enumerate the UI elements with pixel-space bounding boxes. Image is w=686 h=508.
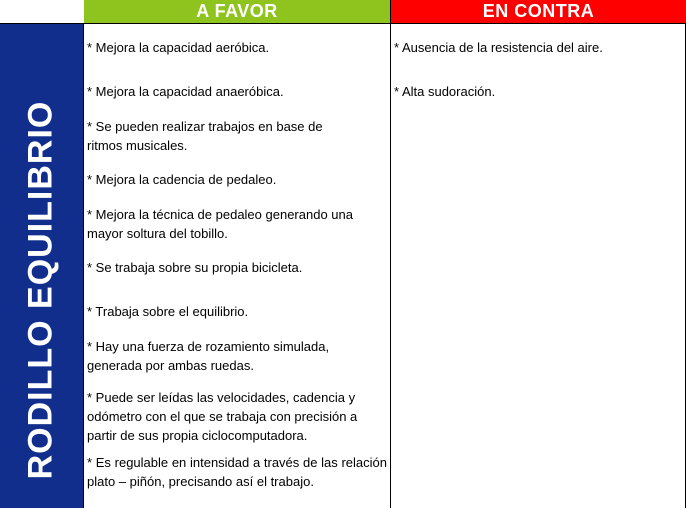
favor-item: * Puede ser leídas las velocidades, cadencia y odómetro con el que se trabaja con precisión a partir de sus propia ciclocomputadora. (87, 390, 358, 443)
favor-item: * Mejora la técnica de pedaleo generando una mayor soltura del tobillo. (87, 207, 353, 241)
favor-item: * Mejora la capacidad aeróbica. (87, 40, 270, 55)
contra-item: * Ausencia de la resistencia del aire. (394, 40, 603, 55)
header-blank-cell (0, 0, 84, 23)
favor-item: * Hay una fuerza de rozamiento simulada, generada por ambas ruedas. (87, 339, 330, 373)
favor-item: * Mejora la cadencia de pedaleo. (87, 172, 277, 187)
contra-item: * Alta sudoración. (394, 84, 496, 99)
favor-item: * Mejora la capacidad anaeróbica. (87, 84, 284, 99)
side-title: RODILLO EQUILIBRIO (21, 100, 60, 480)
favor-item: * Es regulable en intensidad a través de las relación plato – piñón, precisando así el trabajo. (87, 455, 387, 489)
favor-item: * Se trabaja sobre su propia bicicleta. (87, 260, 303, 275)
header-en-contra: EN CONTRA (391, 0, 686, 23)
favor-column (84, 24, 391, 508)
contra-column (391, 24, 686, 508)
side-panel (0, 24, 84, 508)
favor-item: * Trabaja sobre el equilibrio. (87, 304, 249, 319)
header-a-favor: A FAVOR (84, 0, 391, 23)
favor-item: * Se pueden realizar trabajos en base de ritmos musicales. (87, 119, 323, 153)
